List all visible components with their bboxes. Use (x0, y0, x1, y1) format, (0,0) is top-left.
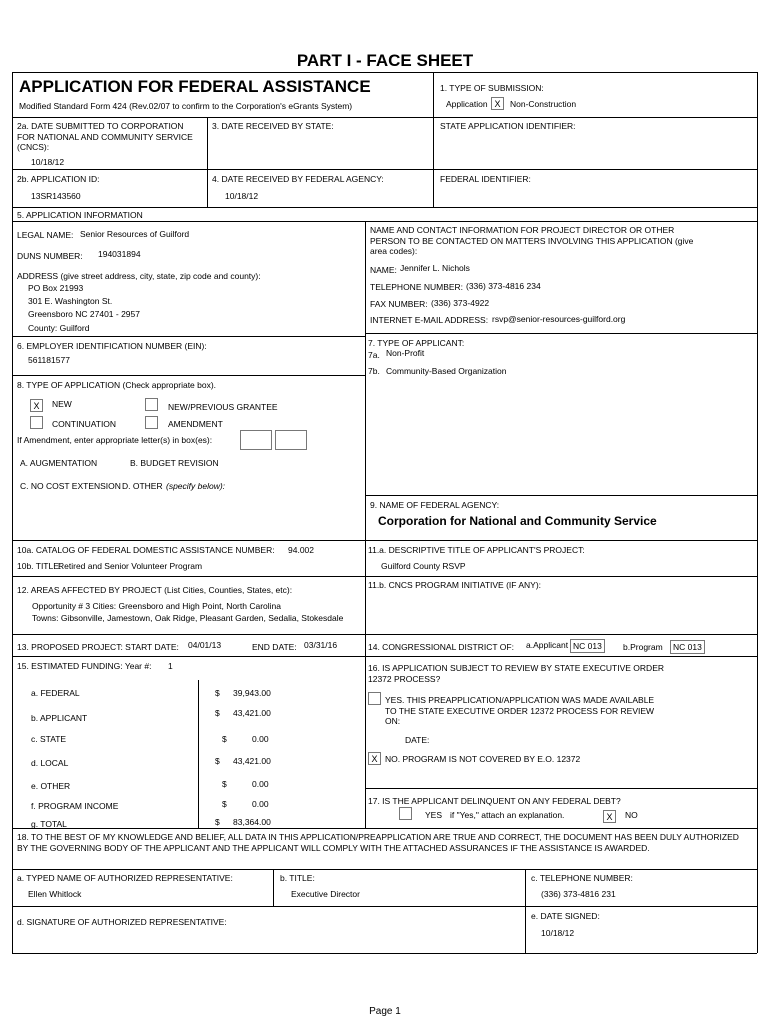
funding-amount: 43,421.00 (233, 708, 271, 718)
no-cost-extension-option: C. NO COST EXTENSION (20, 481, 121, 491)
areas-affected-label: 12. AREAS AFFECTED BY PROJECT (List Cities, Counties, States, etc): (17, 585, 293, 595)
eo12372-yes-checkbox[interactable] (368, 692, 381, 705)
funding-row-label: d. LOCAL (31, 758, 69, 768)
funding-row-label: f. PROGRAM INCOME (31, 801, 119, 811)
funding-currency: $ (222, 779, 227, 789)
federal-identifier-label: FEDERAL IDENTIFIER: (440, 174, 531, 184)
cfda-title-label: 10b. TITLE: (17, 561, 62, 571)
submission-non-construction-label: Non-Construction (510, 99, 577, 109)
date-received-federal-value: 10/18/12 (225, 191, 259, 201)
application-type-label: 8. TYPE OF APPLICATION (Check appropriate box). (17, 380, 217, 390)
funding-amount: 0.00 (252, 799, 269, 809)
duns-value: 194031894 (98, 249, 141, 259)
page-number: Page 1 (369, 1006, 401, 1017)
ein-label: 6. EMPLOYER IDENTIFICATION NUMBER (EIN): (17, 341, 207, 351)
start-date-value: 04/01/13 (188, 640, 222, 650)
state-application-id-label: STATE APPLICATION IDENTIFIER: (440, 121, 576, 131)
funding-currency: $ (215, 708, 220, 718)
signature-label: d. SIGNATURE OF AUTHORIZED REPRESENTATIVE: (17, 917, 227, 927)
submission-type-label: 1. TYPE OF SUBMISSION: (440, 83, 544, 93)
new-checkbox[interactable]: X (30, 399, 43, 412)
project-title-label: 11.a. DESCRIPTIVE TITLE OF APPLICANT'S PROJECT: (368, 545, 585, 555)
funding-currency: $ (222, 799, 227, 809)
page-heading: PART I - FACE SHEET (296, 51, 474, 70)
address-line: 301 E. Washington St. (28, 296, 113, 306)
amendment-letter-box-1[interactable] (240, 430, 272, 450)
date-signed-label: e. DATE SIGNED: (531, 911, 600, 921)
cfda-number-value: 94.002 (288, 545, 314, 555)
legal-name-value: Senior Resources of Guilford (80, 229, 190, 239)
budget-revision-option: B. BUDGET REVISION (130, 458, 219, 468)
specify-below-note: (specify below): (166, 481, 226, 491)
federal-agency-label: 9. NAME OF FEDERAL AGENCY: (370, 500, 500, 510)
funding-row-label: g. TOTAL (31, 819, 67, 829)
federal-debt-yes-checkbox[interactable] (399, 807, 412, 820)
address-label: ADDRESS (give street address, city, state, zip code and county): (17, 271, 261, 281)
contact-name-label: NAME: (370, 265, 397, 275)
cfda-number-label: 10a. CATALOG OF FEDERAL DOMESTIC ASSISTANCE NUMBER: (17, 545, 275, 555)
application-id-value: 13SR143560 (31, 191, 81, 201)
authorized-rep-title-value: Executive Director (291, 889, 360, 899)
submission-application-label: Application (446, 99, 488, 109)
funding-row-label: c. STATE (31, 734, 67, 744)
telephone-value: (336) 373-4816 234 (466, 281, 541, 291)
augmentation-option: A. AUGMENTATION (20, 458, 98, 468)
submission-application-checkbox[interactable]: X (491, 97, 504, 110)
applicant-type-7a-label: 7a. (368, 350, 380, 360)
application-id-label: 2b. APPLICATION ID: (17, 174, 100, 184)
address-line: County: Guilford (28, 323, 90, 333)
funding-row-label: e. OTHER (31, 781, 71, 791)
program-initiative-label: 11.b. CNCS PROGRAM INITIATIVE (IF ANY): (368, 580, 542, 590)
date-submitted-label: 2a. DATE SUBMITTED TO CORPORATION FOR NATIONAL AND COMMUNITY SERVICE (CNCS): (17, 121, 193, 153)
applicant-type-label: 7. TYPE OF APPLICANT: (368, 338, 465, 348)
eo12372-review-label: 16. IS APPLICATION SUBJECT TO REVIEW BY STATE EXECUTIVE ORDER 12372 PROCESS? (368, 663, 665, 684)
federal-debt-yes-label: YES (425, 810, 443, 820)
date-submitted-value: 10/18/12 (31, 157, 65, 167)
legal-name-label: LEGAL NAME: (17, 230, 74, 240)
address-line: PO Box 21993 (28, 283, 84, 293)
funding-currency: $ (222, 734, 227, 744)
amendment-checkbox[interactable] (145, 416, 158, 429)
address-line: Greensboro NC 27401 - 2957 (28, 309, 140, 319)
federal-debt-label: 17. IS THE APPLICANT DELINQUENT ON ANY FEDERAL DEBT? (368, 796, 621, 806)
authorized-rep-title-label: b. TITLE: (280, 873, 315, 883)
federal-debt-yes-note: if "Yes," attach an explanation. (450, 810, 565, 820)
new-previous-grantee-label: NEW/PREVIOUS GRANTEE (168, 402, 278, 412)
funding-currency: $ (215, 688, 220, 698)
end-date-value: 03/31/16 (304, 640, 338, 650)
cfda-title-value: Retired and Senior Volunteer Program (58, 561, 203, 571)
continuation-checkbox[interactable] (30, 416, 43, 429)
funding-amount: 39,943.00 (233, 688, 271, 698)
proposed-project-label: 13. PROPOSED PROJECT: START DATE: (17, 642, 179, 652)
authorized-rep-phone-label: c. TELEPHONE NUMBER: (531, 873, 633, 883)
authorized-rep-phone-value: (336) 373-4816 231 (541, 889, 616, 899)
email-label: INTERNET E-MAIL ADDRESS: (370, 315, 489, 325)
authorized-rep-name-label: a. TYPED NAME OF AUTHORIZED REPRESENTATIVE: (17, 873, 233, 883)
funding-amount: 0.00 (252, 734, 269, 744)
district-applicant-label: a.Applicant (526, 640, 569, 650)
applicant-type-7b-value: Community-Based Organization (386, 366, 507, 376)
modified-note: Modified Standard Form 424 (Rev.02/07 to confirm to the Corporation's eGrants System) (19, 101, 353, 111)
project-title-value: Guilford County RSVP (381, 561, 466, 571)
eo12372-no-checkbox[interactable]: X (368, 752, 381, 765)
federal-debt-no-label: NO (625, 810, 638, 820)
federal-debt-no-checkbox[interactable]: X (603, 810, 616, 823)
telephone-label: TELEPHONE NUMBER: (370, 282, 464, 292)
amendment-note: If Amendment, enter appropriate letter(s) in box(es): (17, 435, 213, 445)
federal-agency-value: Corporation for National and Community Service (378, 514, 657, 528)
applicant-type-7b-label: 7b. (368, 366, 380, 376)
areas-affected-line: Towns: Gibsonville, Jamestown, Oak Ridge, Pleasant Garden, Sedalia, Stokesdale (32, 613, 344, 623)
email-value: rsvp@senior-resources-guilford.org (492, 314, 626, 324)
funding-row-label: b. APPLICANT (31, 713, 88, 723)
funding-amount: 0.00 (252, 779, 269, 789)
ein-value: 561181577 (28, 355, 70, 365)
congressional-district-label: 14. CONGRESSIONAL DISTRICT OF: (368, 642, 514, 652)
eo12372-yes-text: YES. THIS PREAPPLICATION/APPLICATION WAS MADE AVAILABLE TO THE STATE EXECUTIVE ORDER 12372 PROCESS FOR REVIEW ON: (385, 695, 655, 727)
funding-year-value: 1 (168, 661, 173, 671)
estimated-funding-label: 15. ESTIMATED FUNDING: Year #: (17, 661, 152, 671)
date-received-state-label: 3. DATE RECEIVED BY STATE: (212, 121, 334, 131)
applicant-type-7a-value: Non-Profit (386, 348, 425, 358)
areas-affected-line: Opportunity # 3 Cities: Greensboro and High Point, North Carolina (32, 601, 281, 611)
fax-value: (336) 373-4922 (431, 298, 490, 308)
certification-statement: 18. TO THE BEST OF MY KNOWLEDGE AND BELIEF, ALL DATA IN THIS APPLICATION/PREAPPLICATION ARE TRUE AND CORRECT, THE DOCUMENT HAS BEEN DULY AUTHORIZED BY THE GOVERNING BODY OF THE APPLICANT AND THE APPLICANT WILL COMPLY WITH THE ATTACHED ASSURANCES IF THE ASSISTANCE IS AWARDED. (17, 832, 739, 853)
funding-amount: 83,364.00 (233, 817, 271, 827)
duns-label: DUNS NUMBER: (17, 251, 83, 261)
eo12372-date-label: DATE: (405, 735, 430, 745)
continuation-label: CONTINUATION (52, 419, 117, 429)
eo12372-no-text: NO. PROGRAM IS NOT COVERED BY E.O. 12372 (385, 754, 581, 764)
district-applicant-value[interactable]: NC 013 (570, 639, 605, 653)
new-previous-grantee-checkbox[interactable] (145, 398, 158, 411)
authorized-rep-name-value: Ellen Whitlock (28, 889, 82, 899)
funding-amount: 43,421.00 (233, 756, 271, 766)
district-program-value[interactable]: NC 013 (670, 640, 705, 654)
fax-label: FAX NUMBER: (370, 299, 428, 309)
date-received-federal-label: 4. DATE RECEIVED BY FEDERAL AGENCY: (212, 174, 384, 184)
amendment-letter-box-2[interactable] (275, 430, 307, 450)
application-info-label: 5. APPLICATION INFORMATION (17, 210, 143, 220)
contact-name-value: Jennifer L. Nichols (400, 263, 470, 273)
contact-info-label: NAME AND CONTACT INFORMATION FOR PROJECT DIRECTOR OR OTHER PERSON TO BE CONTACTED ON MATTERS INVOLVING THIS APPLICATION (give area codes): (370, 225, 694, 257)
amendment-label: AMENDMENT (168, 419, 223, 429)
funding-currency: $ (215, 756, 220, 766)
funding-row-label: a. FEDERAL (31, 688, 80, 698)
other-option: D. OTHER (122, 481, 163, 491)
end-date-label: END DATE: (252, 642, 297, 652)
application-title: APPLICATION FOR FEDERAL ASSISTANCE (19, 77, 371, 96)
funding-currency: $ (215, 817, 220, 827)
date-signed-value: 10/18/12 (541, 928, 575, 938)
district-program-label: b.Program (623, 642, 663, 652)
new-label: NEW (52, 399, 72, 409)
